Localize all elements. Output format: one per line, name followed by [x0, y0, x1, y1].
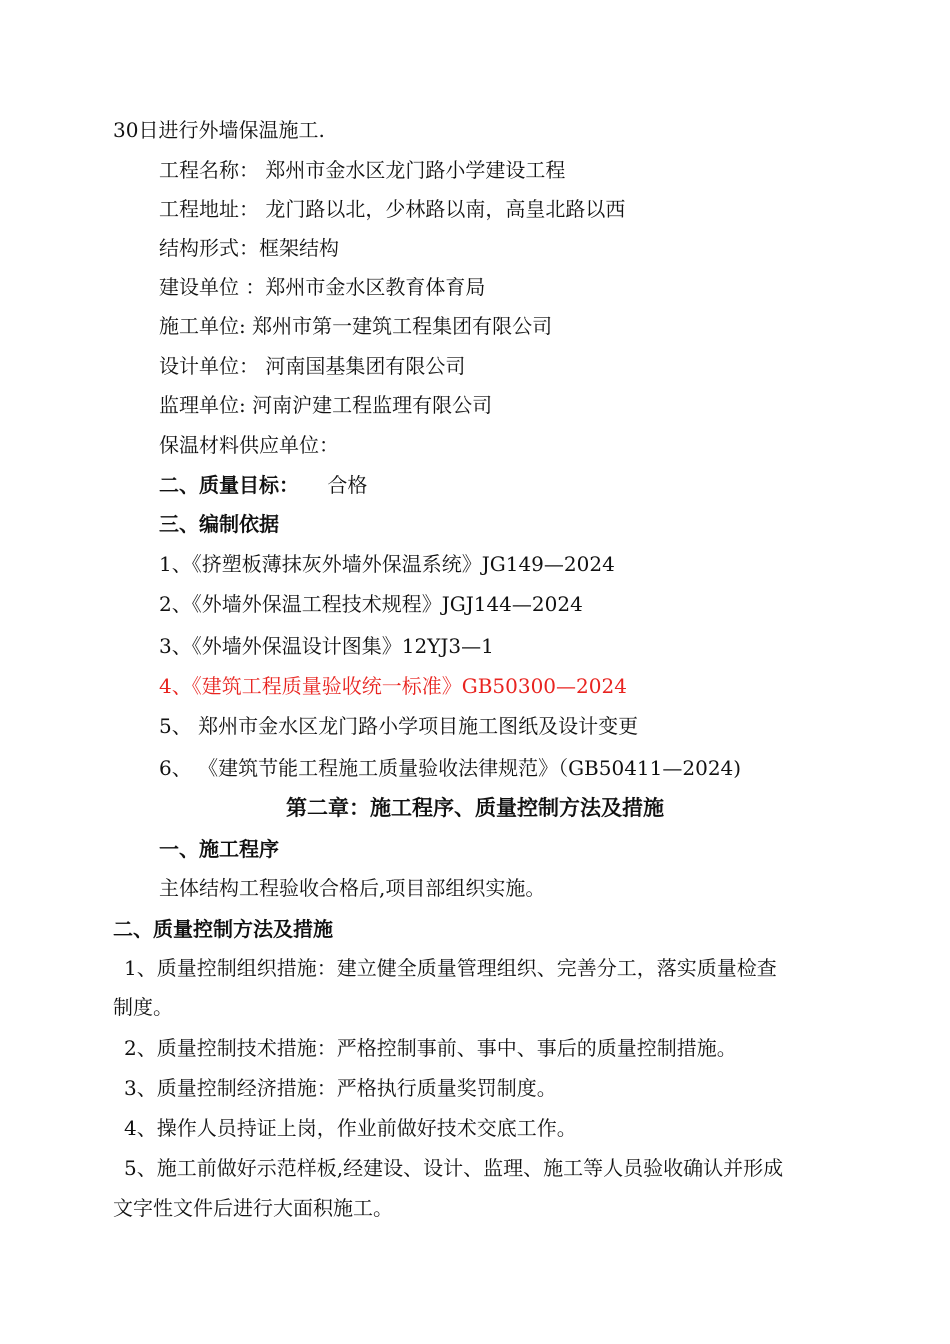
measure-5-continued: 文字性文件后进行大面积施工。 — [113, 1196, 393, 1220]
project-address: 工程地址： 龙门路以北，少林路以南，高皇北路以西 — [159, 197, 626, 221]
section-procedure-heading: 一、施工程序 — [159, 837, 279, 861]
procedure-paragraph: 主体结构工程验收合格后,项目部组织实施。 — [159, 876, 546, 900]
measure-5: 5、施工前做好示范样板,经建设、设计、监理、施工等人员验收确认并形成 — [124, 1156, 784, 1180]
construction-unit: 施工单位: 郑州市第一建筑工程集团有限公司 — [159, 314, 553, 338]
supervision-unit: 监理单位: 河南沪建工程监理有限公司 — [159, 393, 493, 417]
basis-item-3: 3、《外墙外保温设计图集》12YJ3—1 — [159, 634, 494, 658]
basis-item-4: 4、《建筑工程质量验收统一标准》GB50300—2024 — [159, 674, 627, 698]
owner-unit: 建设单位 ：郑州市金水区教育体育局 — [159, 275, 486, 299]
measure-4: 4、操作人员持证上岗，作业前做好技术交底工作。 — [124, 1116, 577, 1140]
material-supplier: 保温材料供应单位： — [159, 433, 339, 457]
measure-1-continued: 制度。 — [113, 995, 173, 1019]
quality-target-value: 合格 — [327, 473, 368, 497]
quality-target-label: 二、质量目标： — [159, 473, 299, 497]
section-basis-heading: 三、编制依据 — [159, 512, 279, 536]
measure-2: 2、质量控制技术措施：严格控制事前、事中、事后的质量控制措施。 — [124, 1036, 737, 1060]
paragraph-date: 30日进行外墙保温施工. — [113, 118, 325, 142]
basis-item-6: 6、 《建筑节能工程施工质量验收法律规范》（GB50411—2024) — [159, 756, 742, 780]
chapter-heading: 第二章：施工程序、质量控制方法及措施 — [286, 795, 664, 820]
basis-item-5: 5、 郑州市金水区龙门路小学项目施工图纸及设计变更 — [159, 714, 639, 738]
basis-item-2: 2、《外墙外保温工程技术规程》JGJ144—2024 — [159, 592, 583, 616]
structure-type: 结构形式：框架结构 — [159, 236, 339, 260]
section-quality-control-heading: 二、质量控制方法及措施 — [113, 917, 333, 941]
quality-target — [159, 471, 367, 499]
basis-item-1: 1、《挤塑板薄抹灰外墙外保温系统》JG149—2024 — [159, 552, 615, 576]
project-name: 工程名称： 郑州市金水区龙门路小学建设工程 — [159, 158, 566, 182]
design-unit: 设计单位： 河南国基集团有限公司 — [159, 354, 466, 378]
measure-3: 3、质量控制经济措施：严格执行质量奖罚制度。 — [124, 1076, 557, 1100]
measure-1: 1、质量控制组织措施：建立健全质量管理组织、完善分工，落实质量检查 — [124, 956, 777, 980]
